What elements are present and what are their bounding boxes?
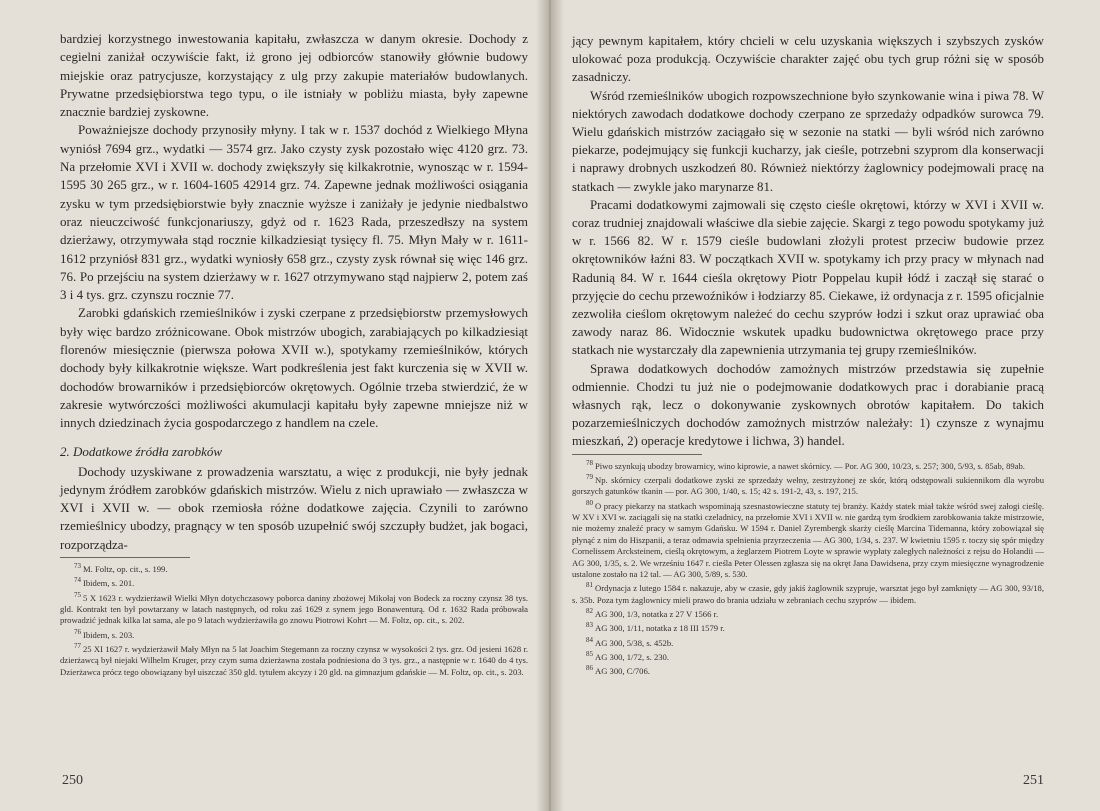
footnote: [572, 458, 1044, 472]
left-paragraph-3: Zarobki gdańskich rzemieślników i zyski czerpane z przedsiębiorstw przemysłowych były więc bardzo zróżnicowane. Obok mistrzów ubogich, zarabiających po kilkadziesiąt florenów miesięcznie (pierwsza połowa XVII w.), spotykamy rzemieślników, których dochody były kilkakrotnie większe. Wart podkreślenia jest fakt kurczenia się w XVII w. dochodów browarników i przedsiębiorców okrętowych. Ogólnie trzeba stwierdzić, że w zakresie wytwórczości możliwości akumulacji kapitału były zapewne mniejsze niż w innych dziedzinach życia gospodarczego z handlem na czele.: [60, 305, 528, 431]
book-gutter: [536, 0, 564, 811]
footnote-text: Ordynacja z lutego 1584 r. nakazuje, aby w czasie, gdy jakiś żaglownik szypruje, warsztat jego był zamknięty — AG 300, 93/18, s. 35b. Poza tym żaglownicy mieli prawo do brania udziału w zebraniach cechu szyprów — ibidem.: [572, 583, 1044, 605]
footnote-text: 5 X 1623 r. wydzierżawił Wielki Młyn dotychczasowy poborca daniny zbożowej Mikołaj von Bodeck za roczny czynsz 38 tys. gld. Kontrakt ten był powtarzany w latach następnych, od roku zaś 1629 z synem jego Bonawenturą. Od r. 1632 Rada próbowała prowadzić jednak kilka lat sama, ale po 9 latach wydzierżawiła go znowu Piotrowi Kohrt — M. Foltz, op. cit., s. 202.: [60, 592, 528, 626]
footnote-number: 80: [586, 498, 593, 507]
footnote-number: 84: [586, 635, 593, 644]
footnote: [60, 590, 528, 627]
left-footnotes: [60, 561, 528, 678]
footnote-number: 85: [586, 649, 593, 658]
footnote-text: Np. skórnicy czerpali dodatkowe zyski ze sprzedaży wełny, zestrzyżonej ze skór, którą odstępowali sukiennikom dla wyrobu gorszych gatunków tkanin — por. AG 300, 1/40, s. 15; 42 s. 191-2, 43, s. 197, 215.: [572, 474, 1044, 497]
footnote: [572, 649, 1044, 663]
footnote: [60, 561, 528, 575]
footnote-text: AG 300, 5/38, s. 452b.: [595, 637, 674, 648]
footnote-number: 74: [74, 576, 81, 585]
footnote-number: 81: [586, 581, 593, 590]
footnote-text: AG 300, 1/11, notatka z 18 III 1579 r.: [595, 623, 725, 634]
footnote-number: 77: [74, 641, 81, 650]
right-paragraph-1: jący pewnym kapitałem, który chcieli w celu uzyskania większych i szybszych zysków ulokować poza produkcją. Oczywiście charakter zajęć obu tych grup różni się w sposób zasadniczy.: [572, 34, 1044, 85]
footnote-number: 82: [586, 606, 593, 615]
left-section-paragraph: Dochody uzyskiwane z prowadzenia warsztatu, a więc z produkcji, nie były jednak jedynym źródłem zarobków gdańskich mistrzów. Wielu z nich uprawiało — zwłaszcza w XVI i XVII w. — obok rzemiosła różne dodatkowe zajęcia. Czynili to zarówno rzemieślnicy ubodzy, pragnący w ten sposób uzupełnić swój szczupły budżet, jak bogaci, rozporządza-: [60, 463, 528, 552]
footnote-rule: [572, 454, 702, 455]
footnote-text: Piwo szynkują ubodzy browarnicy, wino kiprowie, a nawet skórnicy. — Por. AG 300, 10/23, s. 257; 300, 5/93, s. 85ab, 89ab.: [595, 460, 1025, 471]
footnote-number: 79: [586, 472, 593, 481]
footnote: [572, 472, 1044, 498]
footnote: [60, 641, 528, 678]
footnote-text: M. Foltz, op. cit., s. 199.: [83, 563, 168, 574]
right-paragraph-2: Wśród rzemieślników ubogich rozpowszechnione było szynkowanie wina i piwa 78. W niektórych zawodach dodatkowe dochody czerpano ze sprzedaży odpadków surowca 79. Wielu gdańskich mistrzów zaciągało się w sezonie na statki — byli wśród nich zarówno piekarze, podejmujący się funkcji kucharzy, jak cieśle, potrzebni szyprom dla konserwacji i naprawy drobnych uszkodzeń 80. Również niektórzy żaglownicy podejmowali pracę na statkach — zwykle jako marynarze 81.: [572, 88, 1044, 194]
footnote-text: Ibidem, s. 201.: [83, 578, 135, 589]
footnote-text: 25 XI 1627 r. wydzierżawił Mały Młyn na 5 lat Joachim Stegemann za roczny czynsz w wysokości 2 tys. grz. Od jesieni 1628 r. dzierżawcą był niejaki Wilhelm Kruger, przy czym suma dzierżawna została podniesiona do 3 tys. grz., a następnie w r. 1640 do 4 tys. Dzierżawca prócz tego obowiązany był uiszczać 350 gld. tytułem akcyzy i 20 gld. na gimnazjum gdańskie — M. Foltz, op. cit., s. 203.: [60, 643, 528, 677]
footnote: [572, 620, 1044, 634]
left-page: [0, 0, 548, 811]
section-title: 2. Dodatkowe źródła zarobków: [60, 443, 223, 459]
footnote: [572, 635, 1044, 649]
footnote-number: 86: [586, 664, 593, 673]
page-number-left: 250: [62, 773, 83, 788]
footnote-text: AG 300, C/706.: [595, 665, 650, 676]
footnote: [60, 575, 528, 589]
footnote: [572, 606, 1044, 620]
right-paragraph-3: Pracami dodatkowymi zajmowali się często cieśle okrętowi, którzy w XVI i XVII w. coraz trudniej znajdowali właściwe dla siebie zajęcie. Skargi z tego powodu spotykamy już w r. 1566 82. W r. 1579 cieśle budowlani złożyli protest przeciw budowie przez okrętowników łaźni 83. W początkach XVII w. spotykamy ich przy pracy w młynach nad Radunią 84. W r. 1644 cieśla okrętowy Piotr Poppelau kupił łódź i zaczął się starać o przyjęcie do cechu przewoźników i łodziarzy 85. Ciekawe, iż ordynacja z r. 1595 oficjalnie zezwoliła cieślom okrętowym należeć do cechu szyprów łodzi i szkut oraz uprawiać oba zawody naraz 86. Widocznie wskutek upadku budownictwa okrętowego prace przy statkach nie wystarczały dla zapewnienia utrzymania tej grupy rzemieślników.: [572, 197, 1044, 358]
footnote-text: AG 300, 1/72, s. 230.: [595, 651, 670, 662]
footnote-text: Ibidem, s. 203.: [83, 629, 135, 640]
footnote-number: 83: [586, 621, 593, 630]
left-paragraph-1: bardziej korzystnego inwestowania kapitału, zwłaszcza w danym okresie. Dochody z cegielni zaniżał oczywiście fakt, iż grono jej odbiorców stanowiły głównie budowy miejskie oraz patrycjusze, korzystający z ulg przy zakupie materiałów budowlanych. Prywatne przedsiębiorstwa tego typu, o ile istniały w pobliżu miasta, były zapewne znacznie bardziej zyskowne.: [60, 31, 528, 120]
footnote-number: 75: [74, 590, 81, 599]
footnote-text: O pracy piekarzy na statkach wspominają szesnastowieczne statuty tej branży. Każdy statek miał także wśród swej załogi cieślę. W XV i XVI w. zaciągali się na statki czeladnicy, na przełomie XVI i XVII w. nie gardzą tym środkiem zarobkowania także mistrzowie, nie możemy znaleźć pracy w samym Gdańsku. W 1594 r. Daniel Zyrembergk skarży cieślę Marcina Tidemanna, który zobowiązał się płynąć z nim do Hiszpanii, a teraz odmawia spełnienia przyrzeczenia — AG 300, 1/34, s. 237. W kwietniu 1595 r. toczy się spór między Cornelissem Arcksteinem, cieślą okrętowym, a żeglarzem Piotrem Loyte w sprawie wypłaty zaległych należności z rejsu do Holandii — AG 300, 1/35, s. 2. We wrześniu 1647 r. cieśla Peter Olessen zgłasza się na okręt Jana Dawidsena, przy czym miesięczne wynagrodzenie ustalone zostało na 12 tal. — AG 300, 5/89, s. 530.: [572, 500, 1044, 579]
footnote: [572, 498, 1044, 581]
right-footnotes: [572, 458, 1044, 678]
footnote-number: 73: [74, 562, 81, 571]
right-paragraph-4: Sprawa dodatkowych dochodów zamożnych mistrzów przedstawia się zupełnie odmiennie. Chodzi tu już nie o podejmowanie dodatkowych prac i dorabianie pracą własnych rąk, lecz o dokonywanie zyskownych obrotów kapitałem. Do takich pozarzemieślniczych dochodów zamożnych mistrzów należały: 1) czynsze z wynajmu mieszkań, 2) operacje kredytowe i lichwa, 3) handel.: [572, 361, 1044, 449]
footnote: [572, 580, 1044, 606]
footnote-number: 76: [74, 627, 81, 636]
page-number-right: 251: [1023, 773, 1044, 788]
right-page: [552, 0, 1100, 811]
left-paragraph-2: Poważniejsze dochody przynosiły młyny. I tak w r. 1537 dochód z Wielkiego Młyna wyniósł 7694 grz., wydatki — 3574 grz. Jako czysty zysk pozostało więc 4120 grz. 73. Na przełomie XVI i XVII w. dochody zwiększyły się kilkakrotnie, wynosząc w r. 1594-1595 30 265 grz., w r. 1604-1605 42914 grz. 74. Zapewne jednak możliwości osiągania zysku w tym przedsiębiorstwie były znacznie wyższe i zaniżały je jedynie niedbalstwo oraz nieuczciwość funkcjonariuszy, gdyż od r. 1623 Rada, przeszedłszy na system dzierżawy, otrzymywała stąd rocznie kilkadziesiąt tysięcy fl. 75. Młyn Mały w r. 1611-1612 przyniósł 831 grz., wydatki wyniosły 658 grz., czysty zysk równał się więc 146 grz. 76. Po przejściu na system dzierżawy w r. 1627 otrzymywano stąd najpierw 2, potem zaś 3 i 4 tys. grz. czynszu rocznie 77.: [60, 122, 528, 303]
footnote-text: AG 300, 1/3, notatka z 27 V 1566 r.: [595, 608, 719, 619]
footnote: [60, 627, 528, 641]
footnote: [572, 663, 1044, 677]
footnote-rule: [60, 557, 190, 558]
footnote-number: 78: [586, 458, 593, 467]
